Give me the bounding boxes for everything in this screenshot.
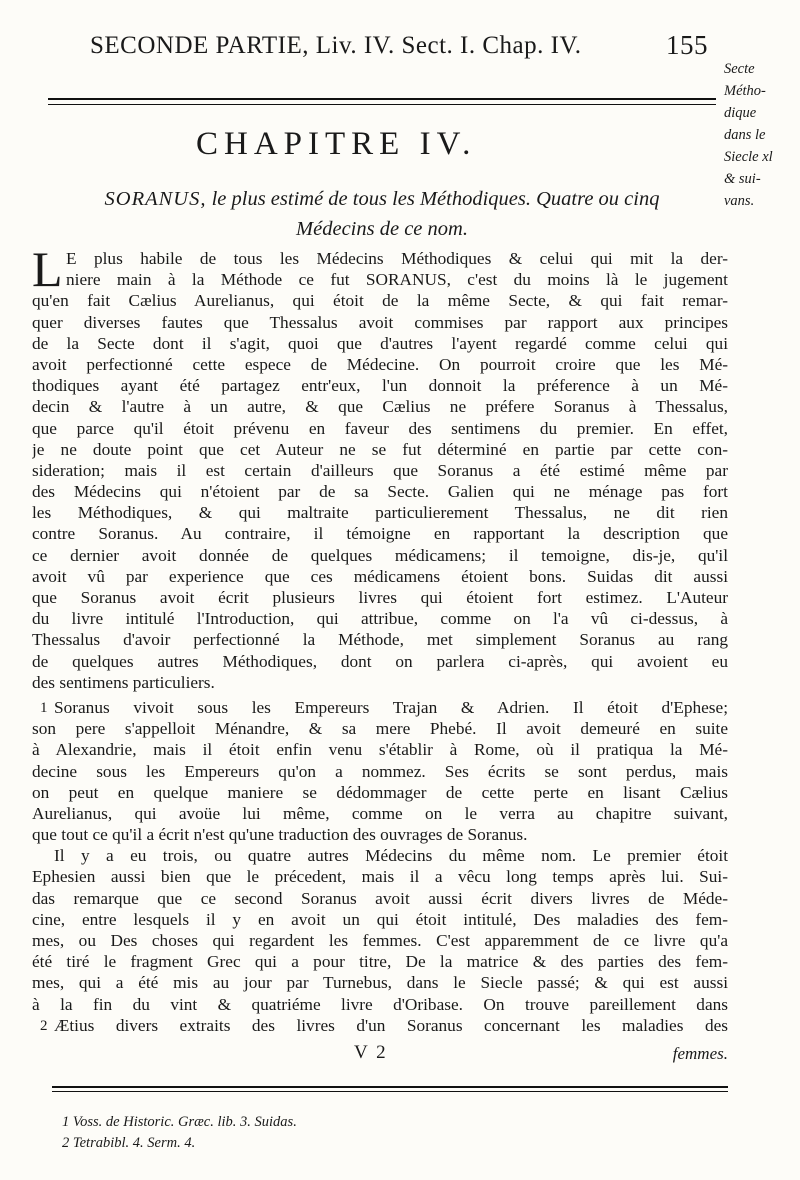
body-text	[32, 241, 728, 1036]
text-line: quer diverses fautes que Thessalus avoit commises par rapport aux principes	[32, 312, 728, 332]
margin-note	[724, 58, 800, 212]
text-line: des sentimens particuliers.	[32, 672, 215, 692]
margin-note-line: dique	[724, 105, 757, 121]
footnotes	[62, 1112, 662, 1154]
chapter-summary	[48, 184, 716, 244]
text-line: E plus habile de tous les Médecins Méthodiques & celui qui mit la der-	[66, 249, 728, 268]
text-line: Il y a eu trois, ou quatre autres Médecins du même nom. Le premier étoit	[54, 846, 728, 866]
text-line: du livre intitulé l'Introduction, qui attribue, comme on l'a vû ci-dessus, à	[32, 609, 728, 629]
text-line: cine, entre lesquels il y en avoit un qui étoit intitulé, Des maladies des fem-	[32, 909, 728, 929]
text-line: les Méthodiques, & qui maltraite particulierement Thessalus, ne dit rien	[32, 503, 728, 523]
text-line: Ætius divers extraits des livres d'un Soranus concernant les maladies des	[54, 1015, 728, 1035]
text-line: son pere s'appelloit Ménandre, & sa mere Phebé. Il avoit demeuré en suite	[32, 719, 728, 739]
header-rule-thin	[48, 104, 716, 105]
text-line: Soranus vivoit sous les Empereurs Trajan & Adrien. Il étoit d'Ephese;	[54, 697, 728, 717]
text-line: mes, ou Des choses qui regardent les femmes. C'est apparemment de ce livre qu'a	[32, 931, 728, 950]
text-line: des Médecins qui n'étoient par de sa Secte. Galien qui ne ménage pas fort	[32, 482, 728, 502]
text-line: avoit perfectionné cette espece de Médecine. On pourroit croire que les Mé-	[32, 354, 728, 374]
text-line: Thessalus d'avoir perfectionné la Méthode, met simplement Soranus au rang	[32, 630, 728, 650]
paragraph-ref-number: 2	[40, 1018, 48, 1035]
text-line: contre Soranus. Au contraire, il témoigne en rapportant la description que	[32, 524, 728, 544]
text-line: que tout ce qu'il a écrit n'est qu'une traduction des ouvrages de Soranus.	[32, 825, 528, 845]
paragraph-2	[32, 697, 728, 845]
paragraph-3	[32, 845, 728, 1036]
text-line: de quelques autres Méthodiques, dont on parlera ci-après, qui avoient eu	[32, 651, 728, 671]
summary-line-1	[48, 184, 716, 214]
text-line: on peut en quelque maniere se dédommager de cette perte en lisant Cælius	[32, 782, 728, 802]
margin-note-line: dans le	[724, 127, 766, 143]
margin-note-line: Métho-	[724, 83, 766, 99]
text-line: été tiré le fragment Grec qui a pour titre, De la matrice & des parties des fem-	[32, 952, 728, 972]
text-line: sideration; mais il est certain d'ailleurs que Soranus a été estimé même par	[32, 460, 728, 480]
text-line: thodiques ayant été partagez entr'eux, l'un donnoit la préference à un Mé-	[32, 376, 728, 396]
footnote-rule	[52, 1086, 728, 1088]
text-line: à Alexandrie, mais il étoit enfin venu s'établir à Rome, où il pratiqua la Mé-	[32, 740, 728, 760]
footnote-rule-thin	[52, 1091, 728, 1092]
text-line: à la fin du vint & quatriéme livre d'Oribase. On trouve pareillement dans	[32, 994, 728, 1014]
margin-note-line: & sui-	[724, 171, 761, 187]
signature-mark: V 2	[354, 1042, 388, 1063]
footnote: 2 Tetrabibl. 4. Serm. 4.	[62, 1135, 196, 1151]
margin-note-line: Siecle xl	[724, 149, 773, 165]
summary-line-2: Médecins de ce nom.	[296, 218, 468, 240]
text-line: que Soranus avoit écrit plusieurs livres qui étoient fort estimez. L'Auteur	[32, 588, 728, 607]
running-title: SECONDE PARTIE, Liv. IV. Sect. I. Chap. IV.	[90, 32, 582, 59]
text-line: das remarque que ce second Soranus avoit aussi écrit divers livres de Méde-	[32, 888, 728, 908]
page-number: 155	[666, 30, 708, 60]
chapter-title: CHAPITRE IV.	[196, 126, 477, 162]
running-head	[90, 32, 710, 68]
text-line: mes, qui a été mis au jour par Turnebus, dans le Siecle passé; & qui est aussi	[32, 973, 728, 993]
paragraph-1	[32, 241, 728, 693]
text-line: avoit vû par experience que ces médicamens étoient bons. Suidas dit aussi	[32, 566, 728, 586]
drop-cap: L	[32, 241, 63, 297]
text-line: niere main à la Méthode ce fut SORANUS, c'est du moins là le jugement	[66, 270, 728, 290]
catchword: femmes.	[672, 1044, 728, 1063]
footnote: 1 Voss. de Historic. Græc. lib. 3. Suidas.	[62, 1114, 297, 1130]
text-line: je ne doute point que cet Auteur ne se fut déterminé en partie par cette con-	[32, 439, 728, 459]
summary-name: SORANUS,	[104, 188, 207, 210]
paragraph-ref-number: 1	[40, 699, 48, 716]
text-line: Aurelianus, qui avoüe lui même, comme on le verra au chapitre suivant,	[32, 803, 728, 823]
margin-note-line: vans.	[724, 193, 755, 209]
header-rule	[48, 98, 716, 100]
text-line: decine sous les Empereurs qu'on a nommez. Ses écrits se sont perdus, mais	[32, 761, 728, 781]
text-line: ce dernier avoit donnée de quelques médicamens; il temoigne, dis-je, qu'il	[32, 545, 728, 565]
text-line: qu'en fait Cælius Aurelianus, qui étoit de la même Secte, & qui fait remar-	[32, 291, 728, 311]
text-line: de la Secte dont il s'agit, quoi que d'autres l'ayent regardé comme celui qui	[32, 333, 728, 353]
summary-line-1-rest: le plus estimé de tous les Méthodiques. Quatre ou cinq	[206, 188, 660, 210]
text-line: Ephesien aussi bien que le précedent, mais il a vêcu long temps après lui. Sui-	[32, 867, 728, 887]
margin-note-line: Secte	[724, 61, 755, 77]
text-line: que parce qu'il étoit prévenu en faveur des sentimens du premier. En effet,	[32, 418, 728, 438]
text-line: decin & l'autre à un autre, & que Cælius ne préfere Soranus à Thessalus,	[32, 397, 728, 417]
